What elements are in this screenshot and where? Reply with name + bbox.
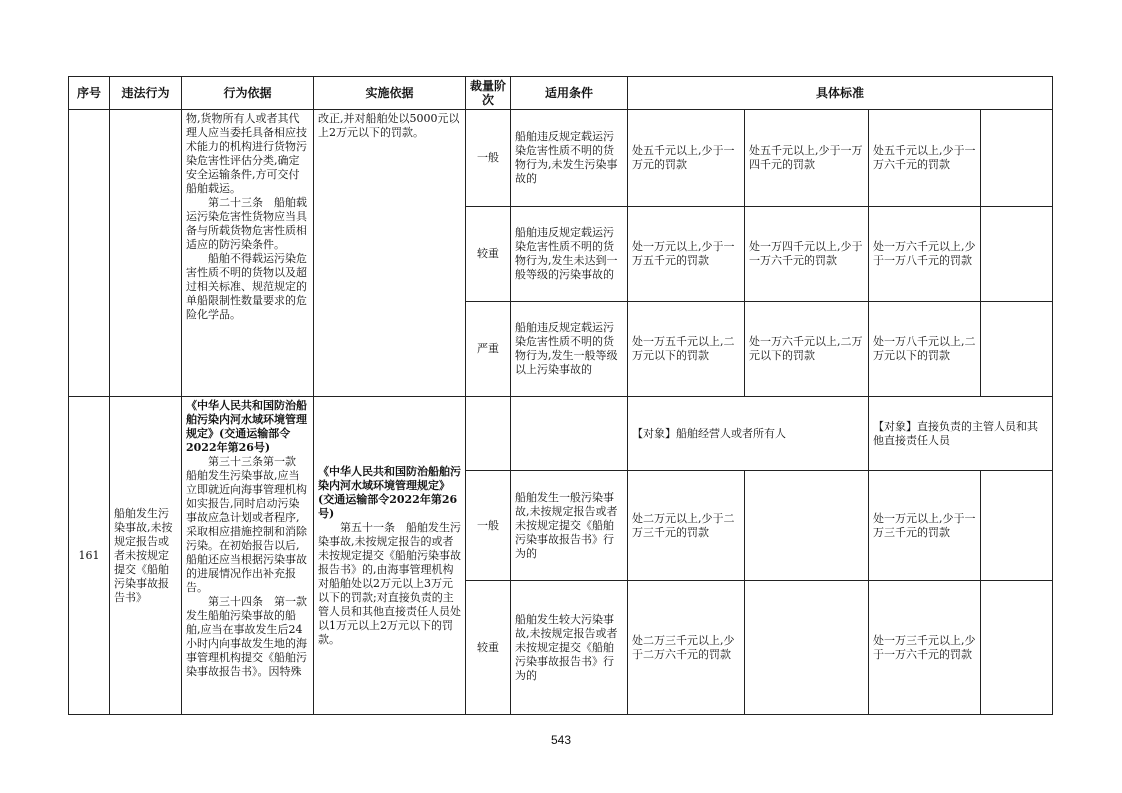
object-cell: 【对象】直接负责的主管人员和其他直接责任人员 [869,397,1053,471]
level-cell: 一般 [466,110,511,207]
basis-paragraph: 第二十三条 船舶载运污染危害性货物应当具备与所载货物危害性质相适应的防污染条件。 [186,196,307,251]
impl-cell-161 [314,397,466,715]
standard-cell: 处一万八千元以上,二万元以下的罚款 [869,302,981,397]
impl-title: 《中华人民共和国防治船舶污染内河水域环境管理规定》(交通运输部令2022年第26号) [318,464,461,520]
table-row [69,110,1053,207]
impl-text: 改正,并对船舶处以5000元以上2万元以下的罚款。 [318,112,460,139]
header-violation: 违法行为 [110,77,182,110]
header-level: 裁量阶次 [466,77,511,110]
violation-cell-161: 船舶发生污染事故,未按规定报告或者未按规定提交《船舶污染事故报告书》 [110,397,182,715]
object-cell: 【对象】船舶经营人或者所有人 [628,397,869,471]
standard-cell: 处一万五千元以上,二万元以下的罚款 [628,302,745,397]
standard-cell-empty [745,581,869,715]
seq-cell-161: 161 [69,397,110,715]
standard-cell: 处五千元以上,少于一万四千元的罚款 [745,110,869,207]
standard-cell: 处五千元以上,少于一万六千元的罚款 [869,110,981,207]
condition-cell-empty [511,397,628,471]
basis-paragraph: 船舶不得载运污染危害性质不明的货物以及超过相关标准、规范规定的单船限制性数量要求的危险化学品。 [186,252,307,321]
level-cell: 一般 [466,471,511,581]
seq-cell-160 [69,110,110,397]
basis-cell-160 [182,110,314,397]
standard-cell: 处一万元以上,少于一万五千元的罚款 [628,207,745,302]
violation-cell-160 [110,110,182,397]
impl-text: 第五十一条 船舶发生污染事故,未按规定报告的或者未按规定提交《船舶污染事故报告书》的,由海事管理机构对船舶处以2万元以上3万元以下的罚款;对直接负责的主管人员和其他直接责任人员处以1万元以上2万元以下的罚款。 [318,520,461,646]
header-basis: 行为依据 [182,77,314,110]
header-row [69,77,1053,110]
level-cell-empty [466,397,511,471]
header-seq: 序号 [69,77,110,110]
condition-cell: 船舶违反规定载运污染危害性质不明的货物行为,未发生污染事故的 [511,110,628,207]
level-cell: 较重 [466,581,511,715]
standard-cell-empty [981,207,1053,302]
standard-cell: 处一万三千元以上,少于一万六千元的罚款 [869,581,981,715]
standard-cell-empty [981,110,1053,207]
standard-cell-empty [981,302,1053,397]
level-cell: 严重 [466,302,511,397]
condition-cell: 船舶违反规定载运污染危害性质不明的货物行为,发生未达到一般等级的污染事故的 [511,207,628,302]
header-standard: 具体标准 [628,77,1053,110]
standard-cell: 处一万元以上,少于一万三千元的罚款 [869,471,981,581]
standard-cell: 处一万六千元以上,少于一万八千元的罚款 [869,207,981,302]
standard-cell: 处一万六千元以上,二万元以下的罚款 [745,302,869,397]
penalty-standards-table [68,76,1053,715]
standard-cell: 处二万三千元以上,少于二万六千元的罚款 [628,581,745,715]
standard-cell-empty [745,471,869,581]
standard-cell-empty [981,581,1053,715]
level-cell: 较重 [466,207,511,302]
header-condition: 适用条件 [511,77,628,110]
basis-paragraph: 第三十三条第一款 船舶发生污染事故,应当立即就近向海事管理机构如实报告,同时启动污染事故应急计划或者程序,采取相应措施控制和消除污染。在初始报告以后,船舶还应当根据污染事故的进展情况作出补充报告。 [186,455,307,594]
table-row [69,397,1053,471]
page-number: 543 [550,733,572,747]
basis-title: 《中华人民共和国防治船舶污染内河水域环境管理规定》(交通运输部令2022年第26号) [186,399,307,454]
basis-paragraph: 物,货物所有人或者其代理人应当委托具备相应技术能力的机构进行货物污染危害性评估分类,确定安全运输条件,方可交付船舶载运。 [186,112,307,195]
header-impl: 实施依据 [314,77,466,110]
standard-cell: 处五千元以上,少于一万元的罚款 [628,110,745,207]
standard-cell-empty [981,471,1053,581]
impl-cell-160 [314,110,466,397]
condition-cell: 船舶发生较大污染事故,未按规定报告或者未按规定提交《船舶污染事故报告书》行为的 [511,581,628,715]
condition-cell: 船舶违反规定载运污染危害性质不明的货物行为,发生一般等级以上污染事故的 [511,302,628,397]
basis-cell-161 [182,397,318,715]
condition-cell: 船舶发生一般污染事故,未按规定报告或者未按规定提交《船舶污染事故报告书》行为的 [511,471,628,581]
basis-paragraph: 第三十四条 第一款 发生船舶污染事故的船舶,应当在事故发生后24小时内向事故发生地的海事管理机构提交《船舶污染事故报告书》。因特殊 [186,595,318,678]
standard-cell: 处二万元以上,少于二万三千元的罚款 [628,471,745,581]
standard-cell: 处一万四千元以上,少于一万六千元的罚款 [745,207,869,302]
